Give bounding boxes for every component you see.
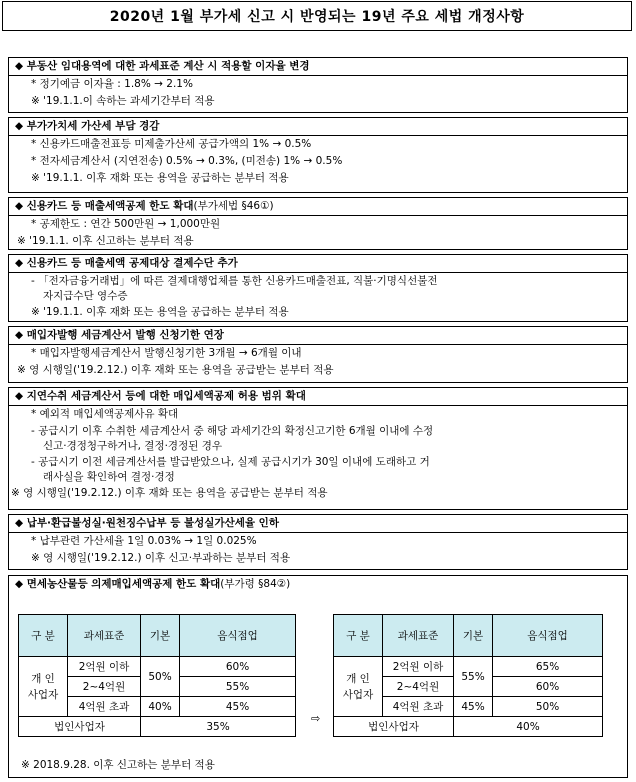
heading-suffix: (부가세법 §46①) — [193, 200, 274, 212]
section-late-invoice — [8, 387, 628, 510]
section-payment-means — [8, 254, 628, 322]
th-food: 음식점업 — [180, 615, 296, 657]
section-penalty-rate — [8, 514, 628, 570]
section-heading: ◆ 납부·환급불성실·원천징수납부 등 불성실가산세율 인하 — [9, 515, 627, 533]
section-note: ※ '19.1.1. 이후 재화 또는 용역을 공급하는 분부터 적용 — [31, 172, 289, 184]
page-title — [2, 1, 632, 31]
section-heading: ◆ 지연수취 세금계산서 등에 대한 매입세액공제 허용 범위 확대 — [9, 388, 627, 406]
cell-corp-value: 40% — [454, 717, 603, 737]
heading-text: ◆ 면세농산물등 의제매입세액공제 한도 확대 — [15, 578, 221, 590]
th-gubun: 구 분 — [19, 615, 68, 657]
section-line-cont: 래사실을 확인하여 결정·경정 — [43, 471, 175, 483]
section-lease-interest — [8, 57, 628, 113]
section-heading: ◆ 부동산 임대용역에 대한 과세표준 계산 시 적용할 이자율 변경 — [9, 58, 627, 76]
cell-individual: 개 인 사업자 — [334, 657, 383, 717]
section-line: * 전자세금계산서 (지연전송) 0.5% → 0.3%, (미전송) 1% → 0.5% — [31, 155, 343, 167]
cell-base: 2억원 이하 — [383, 657, 454, 677]
cell-individual: 개 인 사업자 — [19, 657, 68, 717]
cell-rate: 50% — [141, 657, 180, 697]
cell-food: 60% — [180, 657, 296, 677]
section-heading: ◆ 부가가치세 가산세 부담 경감 — [9, 118, 627, 136]
section-line: - 공급시기 이후 수취한 세금계산서 중 해당 과세기간의 확정신고기한 6개월 이내에 수정 — [31, 425, 434, 437]
section-heading — [9, 576, 627, 593]
section-line: - 공급시기 이전 세금계산서를 발급받았으나, 실제 공급시기가 30일 이내에 도래하고 거 — [31, 456, 430, 468]
section-line: * 신용카드매출전표등 미제출가산세 공급가액의 1% → 0.5% — [31, 138, 312, 150]
cell-rate: 40% — [141, 697, 180, 717]
section-line: * 납부관련 가산세율 1일 0.03% → 1일 0.025% — [31, 535, 257, 547]
section-note: ※ 영 시행일('19.2.12.) 이후 재화 또는 용역을 공급받는 분부터 적용 — [17, 364, 334, 376]
section-note: ※ 2018.9.28. 이후 신고하는 분부터 적용 — [21, 759, 215, 771]
section-line: * 정기예금 이자율 : 1.8% → 2.1% — [31, 78, 193, 90]
cell-corp-value: 35% — [141, 717, 296, 737]
cell-food: 60% — [493, 677, 603, 697]
th-base: 과세표준 — [383, 615, 454, 657]
cell-rate: 55% — [454, 657, 493, 697]
table-before — [18, 614, 296, 737]
section-card-credit-limit — [8, 197, 628, 250]
th-rate: 기본 — [141, 615, 180, 657]
cell-base: 2~4억원 — [383, 677, 454, 697]
section-heading — [9, 198, 627, 216]
cell-base: 2~4억원 — [68, 677, 141, 697]
cell-base: 4억원 초과 — [68, 697, 141, 717]
section-heading: ◆ 신용카드 등 매출세액 공제대상 결제수단 추가 — [9, 255, 627, 273]
cell-corp: 법인사업자 — [334, 717, 454, 737]
cell-food: 65% — [493, 657, 603, 677]
heading-suffix: (부가령 §84②) — [220, 578, 291, 590]
section-line: * 예외적 매입세액공제사유 확대 — [31, 408, 179, 420]
cell-base: 2억원 이하 — [68, 657, 141, 677]
th-gubun: 구 분 — [334, 615, 383, 657]
section-note: ※ '19.1.1.이 속하는 과세기간부터 적용 — [31, 95, 215, 107]
th-food: 음식점업 — [493, 615, 603, 657]
section-line: * 매입자발행세금계산서 발행신청기한 3개월 → 6개월 이내 — [31, 347, 302, 359]
th-rate: 기본 — [454, 615, 493, 657]
section-vat-penalty — [8, 117, 628, 193]
section-note: ※ '19.1.1. 이후 재화 또는 용역을 공급하는 분부터 적용 — [31, 306, 289, 318]
cell-base: 4억원 초과 — [383, 697, 454, 717]
arrow-right-icon: ⇨ — [311, 712, 321, 725]
title-text: 2020년 1월 부가세 신고 시 반영되는 19년 주요 세법 개정사항 — [109, 9, 525, 25]
table-after — [333, 614, 603, 737]
cell-food: 50% — [493, 697, 603, 717]
section-note: ※ '19.1.1. 이후 신고하는 분부터 적용 — [17, 235, 194, 247]
section-line-cont: 신고·경정청구하거나, 결정·경정된 경우 — [43, 440, 222, 452]
section-heading: ◆ 매입자발행 세금계산서 발행 신청기한 연장 — [9, 327, 627, 345]
th-base: 과세표준 — [68, 615, 141, 657]
cell-food: 45% — [180, 697, 296, 717]
cell-rate: 45% — [454, 697, 493, 717]
section-line: - 「전자금융거래법」에 따른 결제대행업체를 통한 신용카드매출전표, 직불·기명식선불전 — [31, 275, 438, 287]
section-note: ※ 영 시행일('19.2.12.) 이후 재화 또는 용역을 공급받는 분부터 적용 — [11, 487, 328, 499]
section-line-cont: 자지급수단 영수증 — [43, 290, 128, 302]
section-line: * 공제한도 : 연간 500만원 → 1,000만원 — [31, 218, 221, 230]
heading-text: ◆ 신용카드 등 매출세액공제 한도 확대 — [15, 200, 194, 212]
cell-food: 55% — [180, 677, 296, 697]
cell-corp: 법인사업자 — [19, 717, 141, 737]
section-note: ※ 영 시행일('19.2.12.) 이후 신고·부과하는 분부터 적용 — [31, 552, 291, 564]
section-buyer-invoice — [8, 326, 628, 383]
